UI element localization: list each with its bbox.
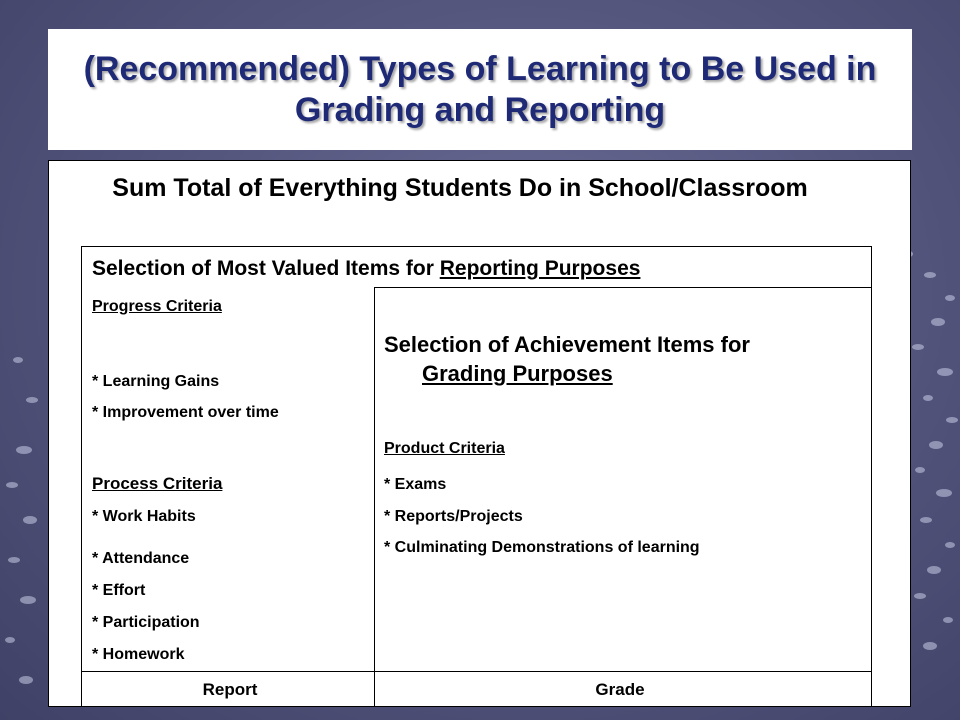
product-item: * Reports/Projects [384,508,523,525]
title-banner [48,29,912,150]
achievement-heading [384,330,750,388]
product-item: * Culminating Demonstrations of learning [384,539,700,556]
progress-item: * Learning Gains [92,373,220,390]
achievement-line-1: Selection of Achievement Items for [384,332,750,357]
slide-title: (Recommended) Types of Learning to Be Used in Grading and Reporting [83,50,877,129]
middle-box-underlined: Reporting Purposes [439,257,641,280]
middle-box-prefix: Selection of Most Valued Items for [92,257,440,280]
process-heading: Process Criteria [92,474,223,493]
product-heading: Product Criteria [384,440,505,457]
process-item: * Homework [92,646,185,663]
process-item: * Attendance [92,550,190,567]
footer-divider [81,671,872,672]
process-item: * Participation [92,614,200,631]
progress-item: * Improvement over time [92,404,279,421]
top-box-text: Sum Total of Everything Students Do in School/Classroom [112,174,808,202]
achievement-line-2: Grading Purposes [422,361,613,386]
progress-heading: Progress Criteria [92,298,222,315]
footer-grade-label: Grade [595,680,645,699]
footer-report-label: Report [202,680,258,699]
process-item: * Work Habits [92,508,196,525]
process-item: * Effort [92,582,146,599]
middle-box-text [92,256,640,282]
product-item: * Exams [384,476,447,493]
